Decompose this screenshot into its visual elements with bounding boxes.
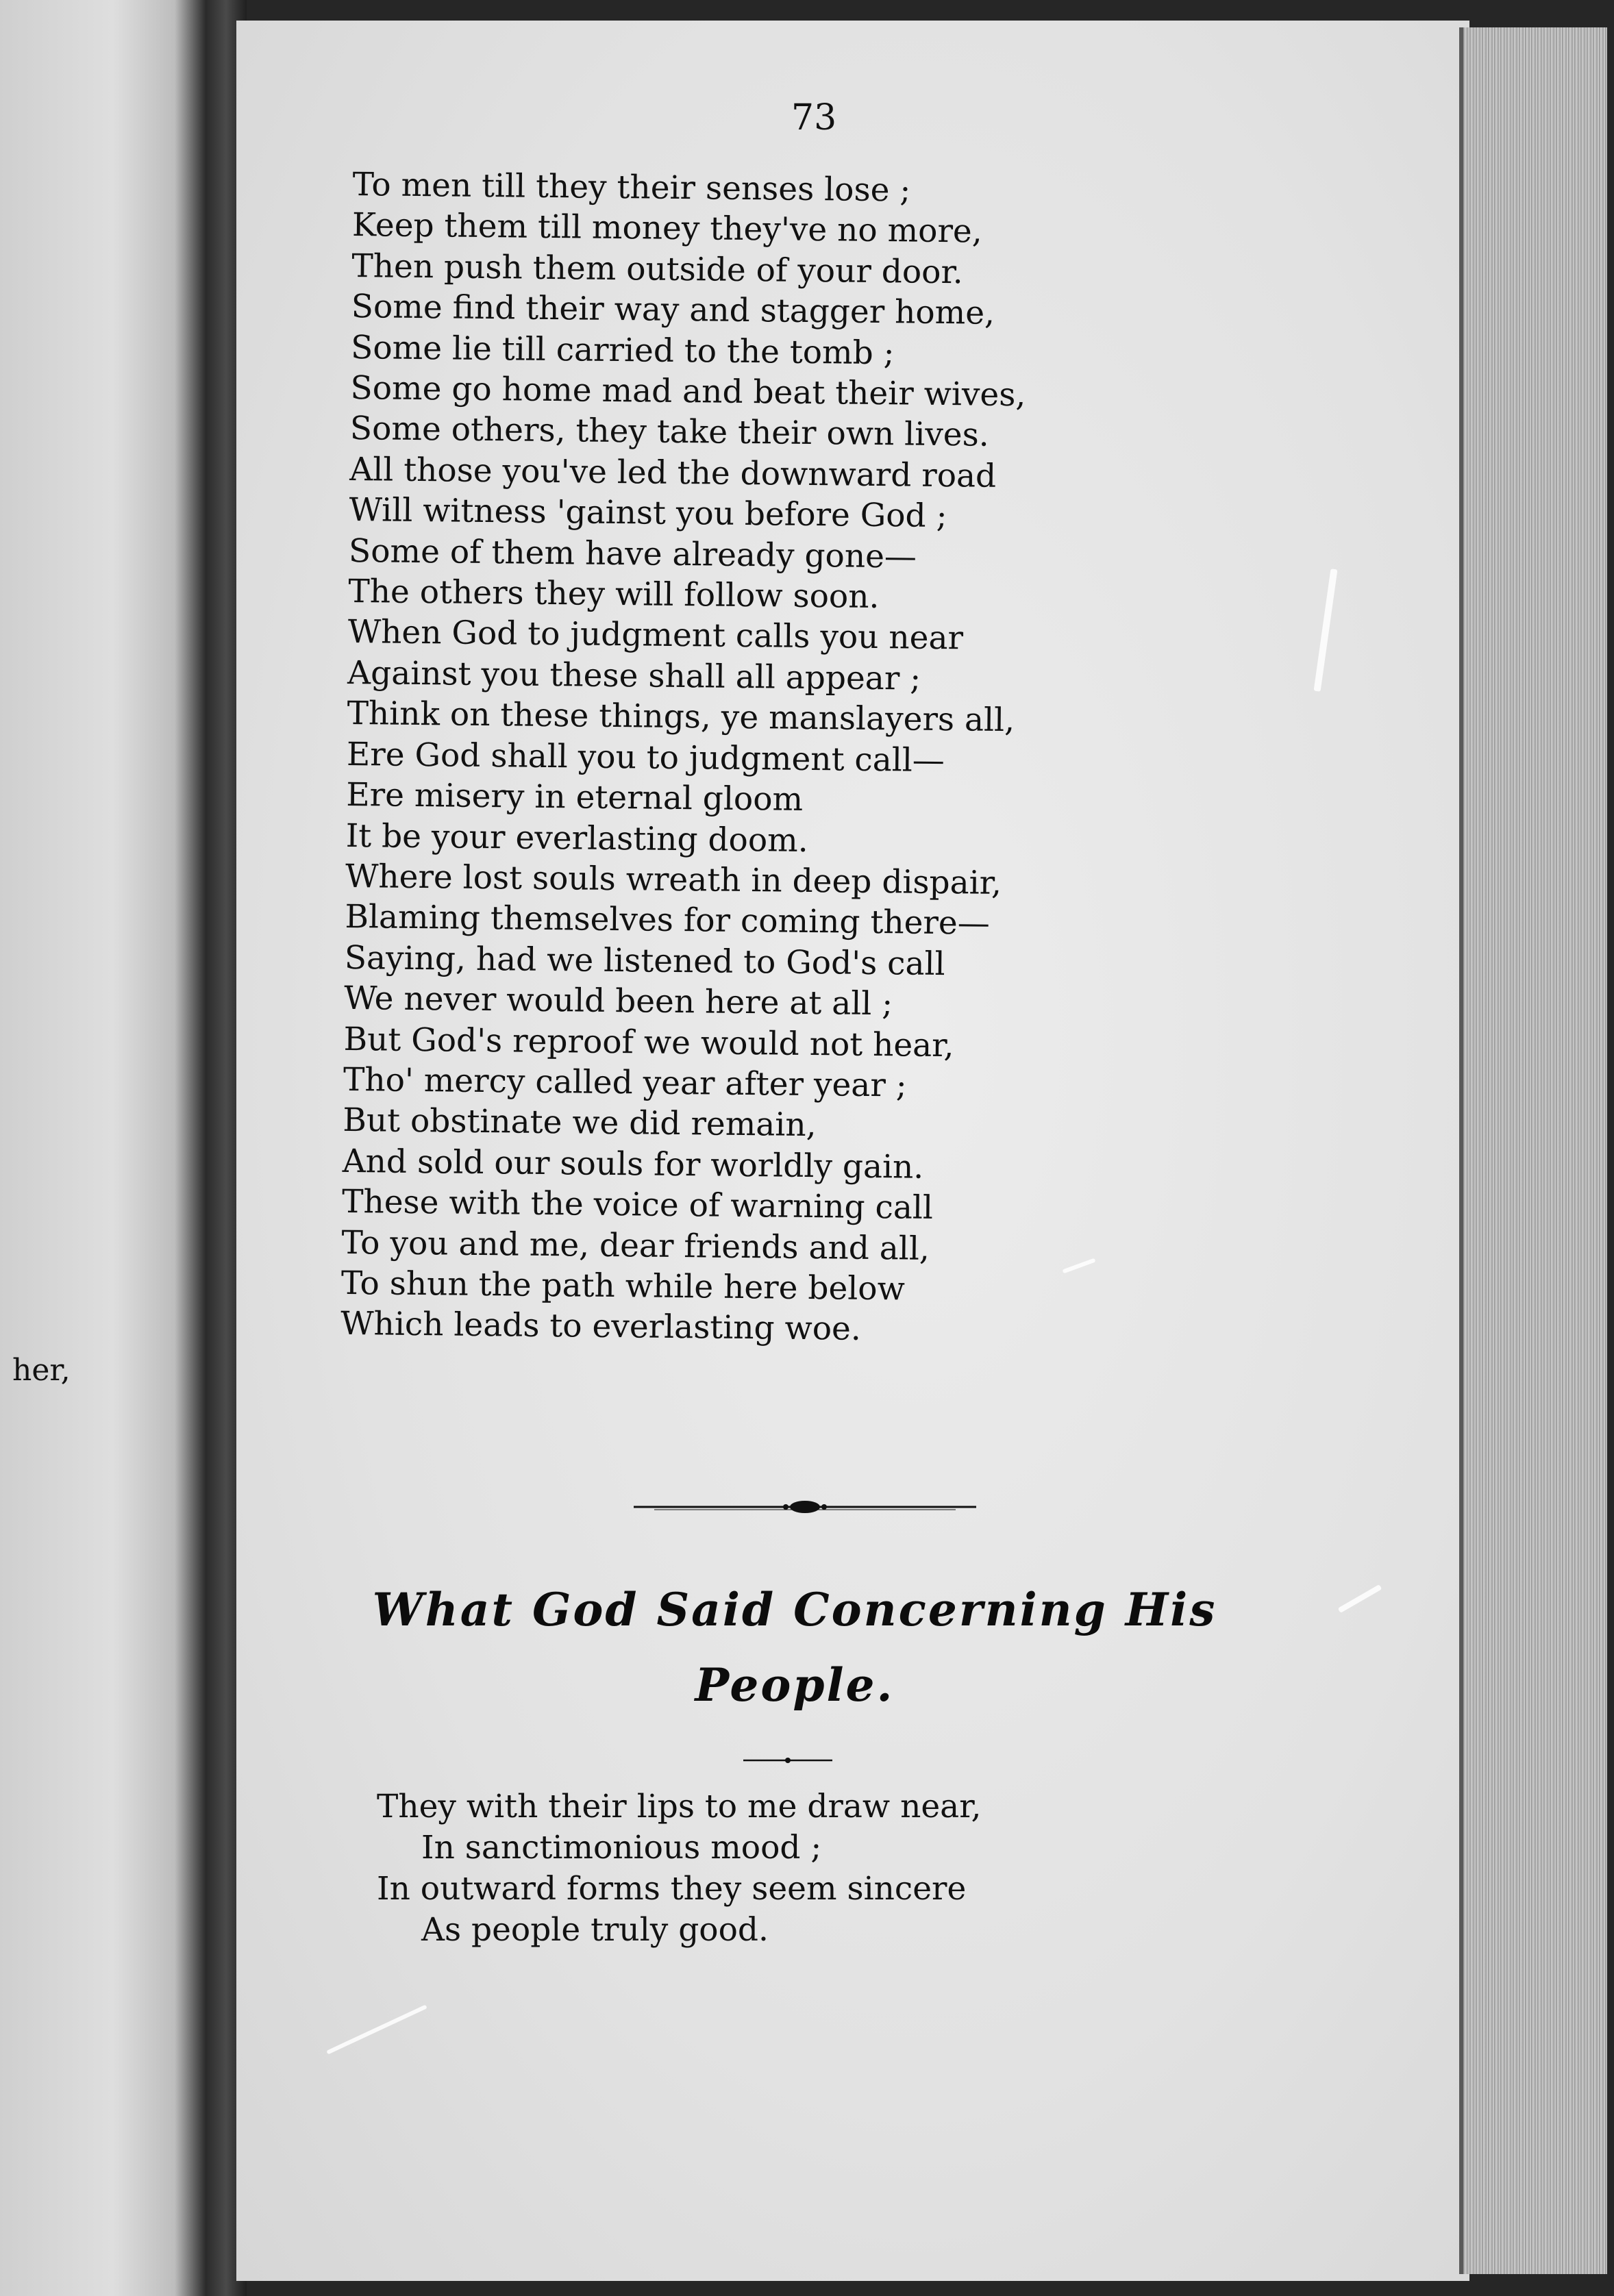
poem-stanza bbox=[377, 1786, 1130, 1951]
poem-title bbox=[301, 1572, 1288, 1723]
poem-line: But obstinate we did remain, bbox=[343, 1101, 817, 1145]
poem-line: Then push them outside of your door. bbox=[351, 247, 964, 292]
poem-line: When God to judgment calls you near bbox=[347, 613, 964, 658]
poem-line: Think on these things, ye manslayers all, bbox=[347, 695, 1015, 740]
poem-line: Will witness 'gainst you before God ; bbox=[349, 491, 947, 536]
poem-line: Some lie till carried to the tomb ; bbox=[350, 328, 895, 372]
page-edges bbox=[1459, 27, 1607, 2274]
poem-title-line: People. bbox=[695, 1658, 895, 1712]
poem-line: The others they will follow soon. bbox=[348, 573, 880, 616]
poem-line: To men till they their senses lose ; bbox=[352, 165, 911, 210]
poem-line: Saying, had we listened to God's call bbox=[344, 938, 945, 983]
small-divider bbox=[743, 1756, 832, 1765]
poem-line: To shun the path while here below bbox=[340, 1264, 906, 1308]
poem-line: Ere misery in eternal gloom bbox=[346, 776, 804, 819]
facing-page-text-fragment: her, bbox=[12, 1353, 71, 1388]
poem-line: Blaming themselves for coming there— bbox=[345, 898, 991, 943]
poem-line: In sanctimonious mood ; bbox=[421, 1829, 822, 1867]
facing-page-edge bbox=[0, 0, 206, 2296]
poem-line: To you and me, dear friends and all, bbox=[341, 1223, 930, 1268]
poem-line: Keep them till money they've no more, bbox=[351, 206, 983, 251]
poem-line: All those you've led the downward road bbox=[349, 450, 997, 495]
poem-line: But God's reproof we would not hear, bbox=[343, 1020, 954, 1064]
poem-continued bbox=[340, 164, 1175, 1353]
poem-line: As people truly good. bbox=[421, 1911, 769, 1949]
poem-line: Tho' mercy called year after year ; bbox=[343, 1060, 907, 1105]
poem-line: Ere God shall you to judgment call— bbox=[346, 735, 945, 779]
poem-line: And sold our souls for worldly gain. bbox=[342, 1142, 924, 1186]
poem-line: Some go home mad and beat their wives, bbox=[350, 369, 1026, 414]
poem-line: We never would been here at all ; bbox=[343, 979, 893, 1023]
poem-line: Where lost souls wreath in deep dispair, bbox=[345, 857, 1002, 902]
poem-line: They with their lips to me draw near, bbox=[377, 1788, 982, 1825]
poem-title-line: What God Said Concerning His bbox=[372, 1583, 1217, 1636]
poem-line: Some find their way and stagger home, bbox=[351, 288, 995, 333]
page-number: 73 bbox=[791, 97, 837, 138]
poem-line: Against you these shall all appear ; bbox=[347, 653, 921, 698]
ornamental-divider bbox=[634, 1499, 976, 1515]
poem-line: Some others, they take their own lives. bbox=[349, 410, 989, 455]
poem-line: Some of them have already gone— bbox=[348, 532, 917, 576]
poem-line: In outward forms they seem sincere bbox=[377, 1870, 967, 1908]
poem-line: These with the voice of warning call bbox=[341, 1183, 934, 1227]
poem-line: It be your everlasting doom. bbox=[345, 816, 808, 860]
poem-line: Which leads to everlasting woe. bbox=[340, 1305, 862, 1349]
